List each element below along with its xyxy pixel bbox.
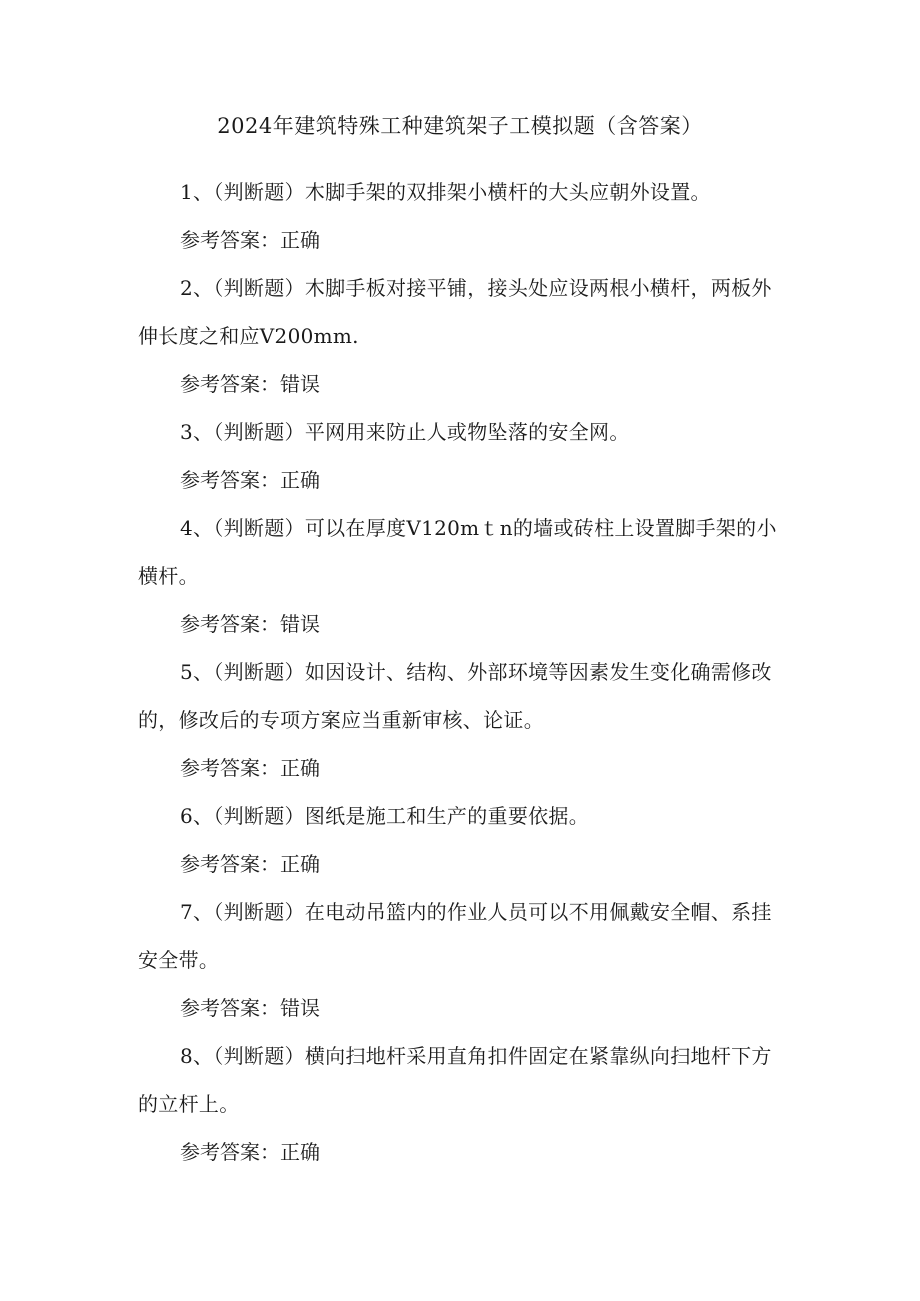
question-item	[138, 168, 788, 264]
question-text: 8、（判断题）横向扫地杆采用直角扣件固定在紧靠纵向扫地杆下方的立杆上。	[138, 1044, 772, 1116]
question-text: 4、（判断题）可以在厚度V120mｔn的墙或砖柱上设置脚手架的小横杆。	[138, 516, 777, 588]
answer-text: 参考答案：正确	[180, 756, 320, 780]
question-item	[138, 504, 788, 648]
question-item	[138, 264, 788, 408]
question-item	[138, 648, 788, 792]
answer-text: 参考答案：错误	[180, 996, 320, 1020]
question-item	[138, 888, 788, 1032]
question-item	[138, 408, 788, 504]
answer-text: 参考答案：错误	[180, 372, 320, 396]
answer-text: 参考答案：正确	[180, 852, 320, 876]
question-text: 7、（判断题）在电动吊篮内的作业人员可以不用佩戴安全帽、系挂安全带。	[138, 900, 772, 972]
answer-text: 参考答案：正确	[180, 1140, 320, 1164]
answer-text: 参考答案：错误	[180, 612, 320, 636]
question-text: 3、（判断题）平网用来防止人或物坠落的安全网。	[180, 420, 630, 444]
question-text: 2、（判断题）木脚手板对接平铺，接头处应设两根小横杆，两板外伸长度之和应V200mm.	[138, 276, 772, 348]
answer-text: 参考答案：正确	[180, 228, 320, 252]
question-text: 5、（判断题）如因设计、结构、外部环境等因素发生变化确需修改的，修改后的专项方案应当重新审核、论证。	[138, 660, 772, 732]
answer-text: 参考答案：正确	[180, 468, 320, 492]
question-text: 6、（判断题）图纸是施工和生产的重要依据。	[180, 804, 590, 828]
question-item	[138, 792, 788, 888]
question-list	[138, 168, 788, 1176]
document-title: 2024年建筑特殊工种建筑架子工模拟题（含答案）	[217, 114, 703, 138]
question-item	[138, 1032, 788, 1176]
question-text: 1、（判断题）木脚手架的双排架小横杆的大头应朝外设置。	[180, 180, 711, 204]
